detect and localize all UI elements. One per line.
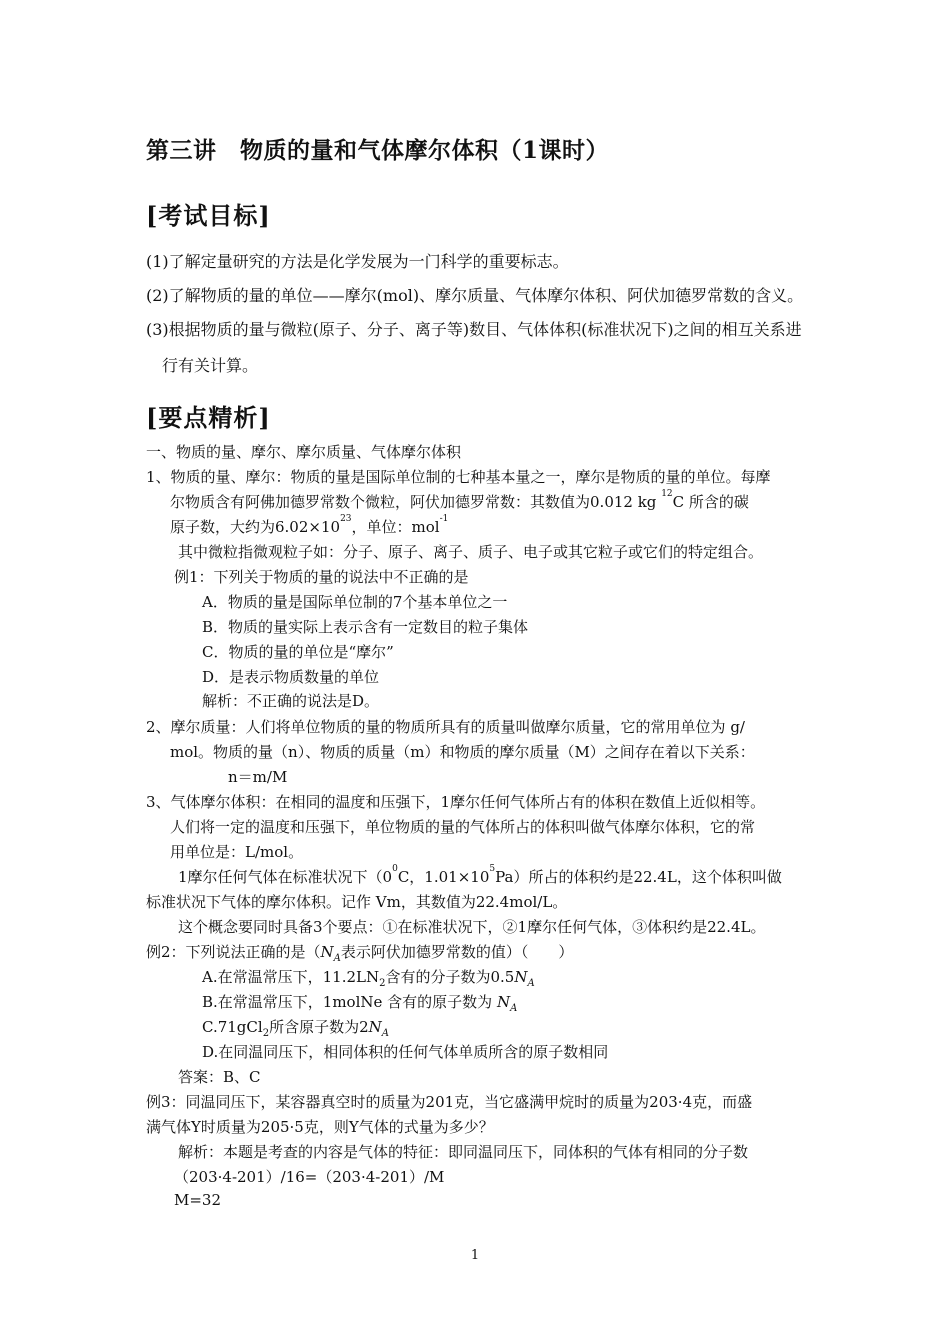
text-line: 3、气体摩尔体积：在相同的温度和压强下，1摩尔任何气体所占有的体积在数值上近似相等。 [146,793,766,811]
formula: n＝m/M [228,768,288,786]
example-question: 满气体Y时质量为205·5克，则Y气体的式量为多少？ [146,1118,494,1136]
example-answer: 答案：B、C [178,1068,261,1086]
example-question: 例3：同温同压下，某容器真空时的质量为201克，当它盛满甲烷时的质量为203·4克，而盛 [146,1093,753,1111]
text-line: 1、物质的量、摩尔：物质的量是国际单位制的七种基本量之一，摩尔是物质的量的单位。每摩 [146,468,771,486]
example-option: B.在常温常压下，1molNe 含有的原子数为 $N_A$ [202,993,518,1014]
goal-line: 行有关计算。 [162,356,259,375]
text-line: 1摩尔任何气体在标准状况下（$0^0C$，$1.01\times 10^5Pa$）所占的体积约是22.4L，这个体积叫做 [178,864,782,886]
goal-line: (3)根据物质的量与微粒(原子、分子、离子等)数目、气体体积(标准状况下)之间的相互关系进 [146,320,802,339]
equation: （203·4-201）/16=（203·4-201）/M [174,1168,445,1186]
text-line: 这个概念要同时具备3个要点：①在标准状况下，②1摩尔任何气体，③体积约是22.4L。 [178,918,766,936]
example-question: 例2：下列说法正确的是（$N_A$表示阿伏加德罗常数的值）（ ） [146,943,574,964]
section-header-points: [要点精析] [146,403,271,432]
section-header-goals: [考试目标] [146,201,271,230]
example-option: D.在同温同压下，相同体积的任何气体单质所含的原子数相同 [202,1043,609,1061]
example-option: B．物质的量实际上表示含有一定数目的粒子集体 [202,618,529,636]
heading-line: 一、物质的量、摩尔、摩尔质量、气体摩尔体积 [146,443,462,461]
example-analysis: 解析：本题是考查的内容是气体的特征：即同温同压下，同体积的气体有相同的分子数 [178,1143,749,1161]
example-option: C．物质的量的单位是“摩尔” [202,643,394,661]
example-option: D．是表示物质数量的单位 [202,668,380,686]
example-question: 例1：下列关于物质的量的说法中不正确的是 [174,568,469,586]
text-line: 用单位是：L/mol。 [170,843,304,861]
text-line: 2、摩尔质量：人们将单位物质的量的物质所具有的质量叫做摩尔质量，它的常用单位为 g/ [146,718,745,736]
example-option: A.在常温常压下，$11.2LN_2$含有的分子数为$0.5N_A$ [202,968,535,989]
page-number: 1 [470,1248,480,1263]
example-option: C.71gCl$_2$所含原子数为$2N_A$ [202,1018,389,1039]
text-line: 原子数，大约为$6.02\times 10^{23}$，单位：mol$^{-1}$ [170,514,449,536]
goal-line: (2)了解物质的量的单位——摩尔(mol)、摩尔质量、气体摩尔体积、阿伏加德罗常数的含义。 [146,286,804,305]
text-line: 其中微粒指微观粒子如：分子、原子、离子、质子、电子或其它粒子或它们的特定组合。 [178,543,764,561]
goal-line: (1)了解定量研究的方法是化学发展为一门科学的重要标志。 [146,252,569,271]
example-option: A．物质的量是国际单位制的7个基本单位之一 [202,593,508,611]
result: M=32 [174,1191,222,1209]
example-analysis: 解析：不正确的说法是D。 [202,692,380,710]
page-title: 第三讲 物质的量和气体摩尔体积（1课时） [146,137,610,164]
text-line: 尔物质含有阿佛加德罗常数个微粒，阿伏加德罗常数：其数值为0.012 kg $^{12}$C 所含的碳 [170,489,749,511]
text-line: 人们将一定的温度和压强下，单位物质的量的气体所占的体积叫做气体摩尔体积，它的常 [170,818,756,836]
text-line: mol。物质的量（n）、物质的质量（m）和物质的摩尔质量（M）之间存在着以下关系： [170,743,755,761]
text-line: 标准状况下气体的摩尔体积。记作 Vm，其数值为22.4mol/L。 [146,893,568,911]
